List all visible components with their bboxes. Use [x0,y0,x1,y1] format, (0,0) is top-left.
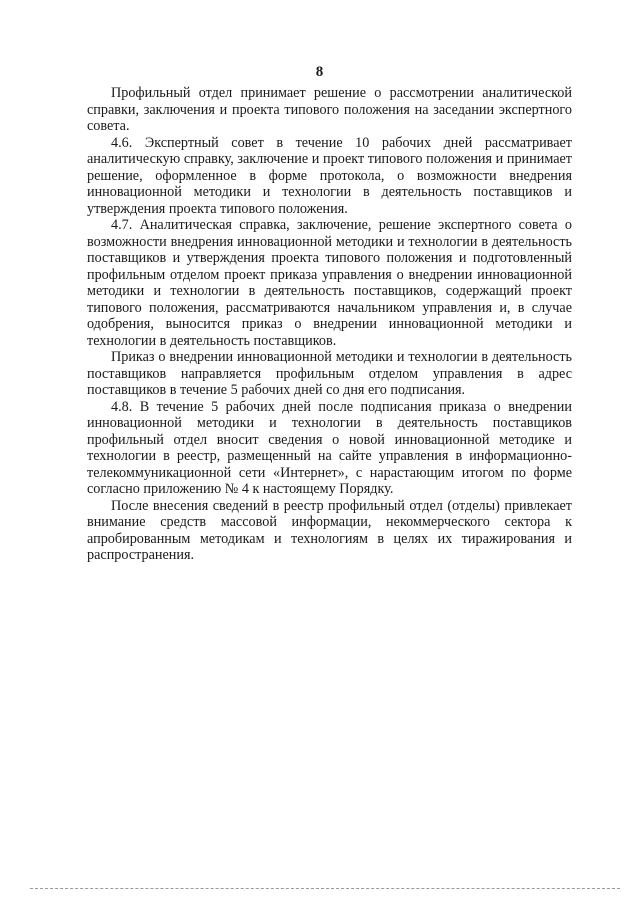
document-body [87,85,572,564]
scan-edge-line [30,888,620,889]
paragraph-4-8: 4.8. В течение 5 рабочих дней после подписания приказа о внедрении инновационной методики и технологии в деятельность поставщиков профильный отдел вносит сведения о новой инновационной методике и технологии в реестр, размещенный на сайте управления в информационно-телекоммуникационной сети «Интернет», с нарастающим итогом по форме согласно приложению № 4 к настоящему Порядку. [87,398,572,497]
page-number: 8 [315,64,324,80]
paragraph-4-6: 4.6. Экспертный совет в течение 10 рабочих дней рассматривает аналитическую справку, заключение и проект типового положения и принимает решение, оформленное в форме протокола, о возможности внедрения инновационной методики и технологии в деятельность поставщиков и утверждения проекта типового положения. [87,134,572,217]
paragraph-order-distribution: Приказ о внедрении инновационной методики и технологии в деятельность поставщиков направляется профильным отделом управления в адрес поставщиков в течение 5 рабочих дней со дня его подписания. [87,349,572,398]
paragraph-4-7: 4.7. Аналитическая справка, заключение, решение экспертного совета о возможности внедрения инновационной методики и технологии в деятельность поставщиков и утверждения проекта типового положения и подготовленный профильным отделом проект приказа управления о внедрении инновационной методики и технологии в деятельность поставщиков, содержащий проект типового положения, рассматриваются начальником управления и, в случае одобрения, выносится приказ о внедрении инновационной методики и технологии в деятельность поставщиков. [87,217,572,349]
paragraph-expert-council-decision: Профильный отдел принимает решение о рассмотрении аналитической справки, заключения и проекта типового положения на заседании экспертного совета. [87,85,572,134]
paragraph-media-attention: После внесения сведений в реестр профильный отдел (отделы) привлекает внимание средств массовой информации, некоммерческого сектора к апробированным методикам и технологиям в целях их тиражирования и распространения. [87,497,572,563]
